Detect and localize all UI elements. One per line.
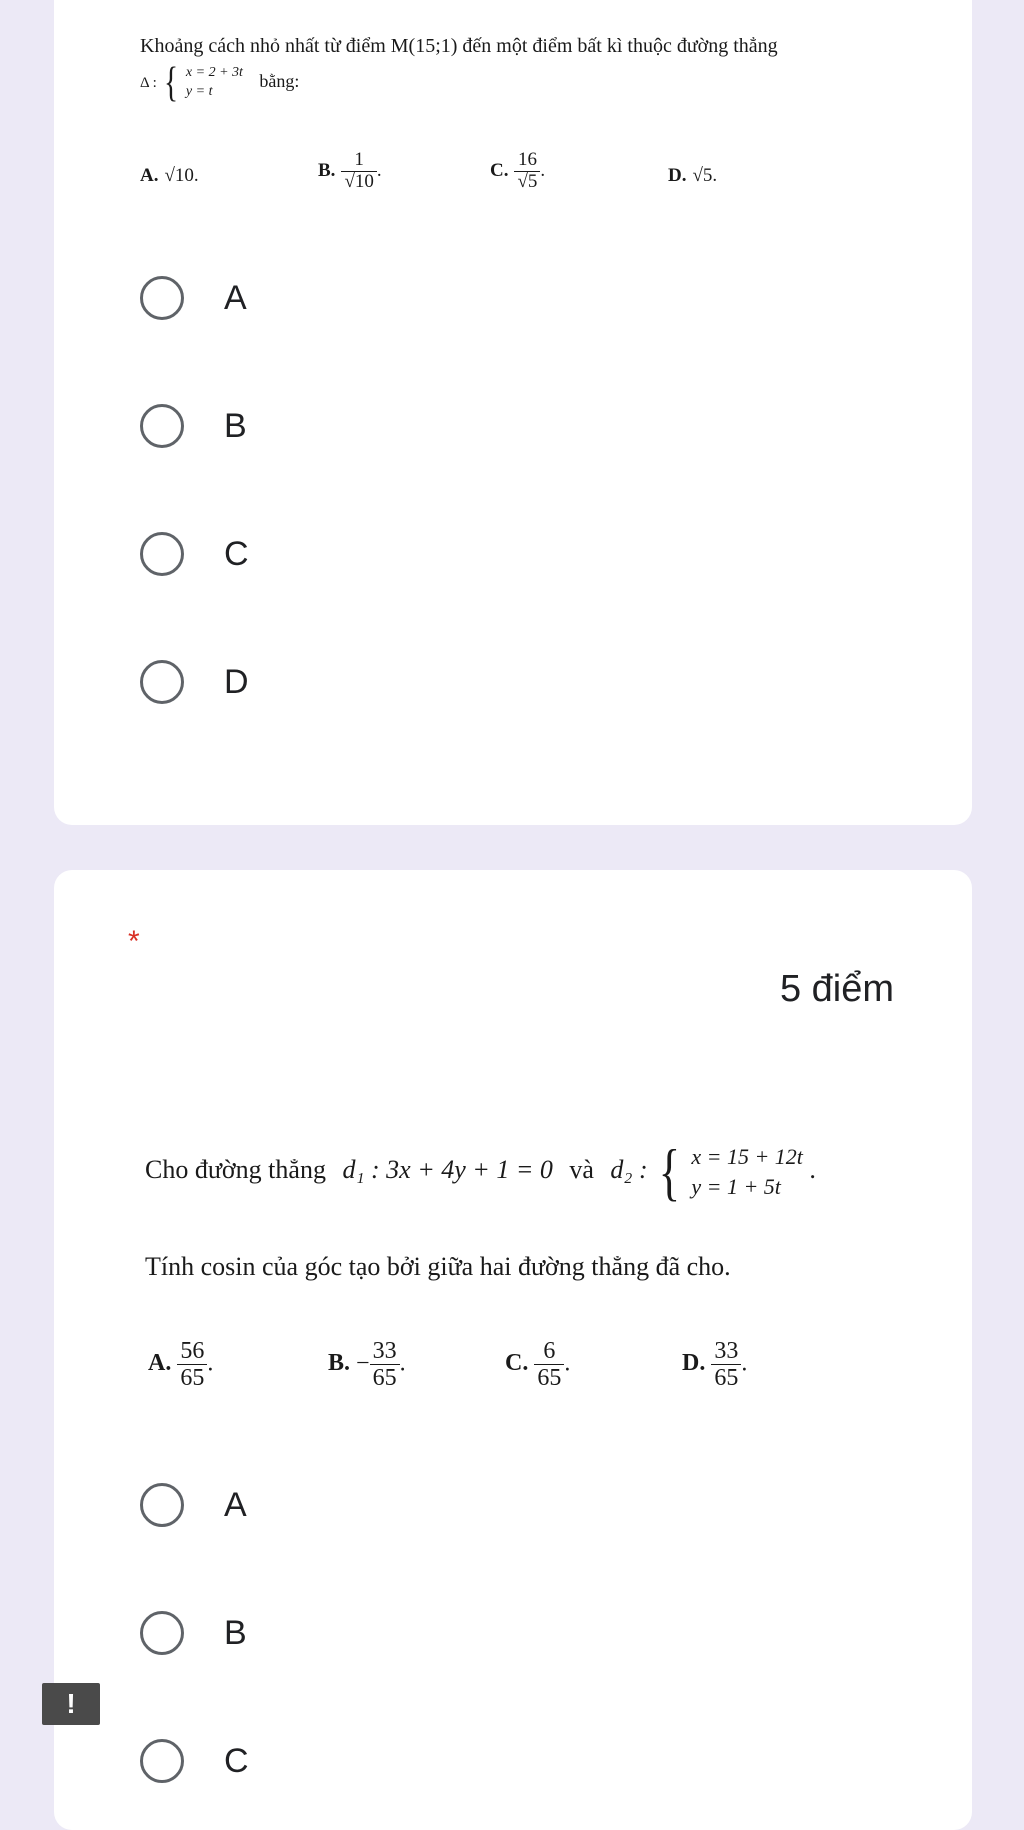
fraction-numerator: 33 — [372, 1338, 397, 1364]
fraction-denominator: √5 — [514, 171, 540, 193]
option-fraction — [177, 1338, 207, 1392]
option-fraction — [514, 150, 540, 193]
fraction-numerator: 16 — [517, 149, 537, 170]
q1-option-d — [668, 165, 717, 187]
question-2-tail: . — [809, 1154, 816, 1184]
option-letter: C. — [505, 1350, 529, 1377]
question-2-prefix: Cho đường thẳng — [145, 1154, 326, 1184]
line-system — [186, 64, 243, 102]
q1-option-a — [140, 165, 199, 187]
choice-label: C — [224, 1741, 249, 1780]
question-1-text: Khoảng cách nhỏ nhất từ điểm M(15;1) đến một điểm bất kì thuộc đường thẳng — [140, 35, 778, 57]
q1-choice-b[interactable] — [140, 401, 247, 451]
question-1-suffix: bằng: — [259, 71, 300, 92]
option-value: √5. — [692, 165, 718, 186]
q1-choice-d[interactable] — [140, 657, 249, 707]
option-tail: . — [564, 1350, 571, 1377]
radio-button[interactable] — [140, 532, 184, 576]
option-letter: A. — [148, 1350, 172, 1377]
system-eq-1: x = 2 + 3t — [185, 65, 243, 81]
question-2-line-2: Tính cosin của góc tạo bởi giữa hai đường thẳng đã cho. — [145, 1252, 731, 1281]
q1-option-b — [318, 150, 382, 193]
option-letter: B. — [328, 1350, 351, 1377]
choice-label: B — [224, 1613, 247, 1652]
radio-button[interactable] — [140, 1483, 184, 1527]
option-fraction — [341, 150, 376, 193]
fraction-denominator: 65 — [177, 1364, 207, 1391]
option-tail: . — [376, 159, 382, 181]
option-tail: . — [207, 1350, 214, 1377]
system-eq-2: y = 1 + 5t — [691, 1174, 781, 1199]
line-d2-label: d₂ : — [610, 1154, 648, 1184]
option-letter: D. — [668, 165, 687, 186]
q2-choice-a[interactable] — [140, 1480, 247, 1530]
option-fraction — [711, 1338, 741, 1392]
radio-button[interactable] — [140, 1739, 184, 1783]
system-eq-2: y = t — [185, 84, 213, 99]
alert-icon[interactable]: ! — [42, 1683, 100, 1725]
q1-choice-c[interactable] — [140, 529, 249, 579]
fraction-numerator: 56 — [180, 1338, 205, 1364]
choice-label: A — [224, 278, 247, 317]
radio-button[interactable] — [140, 404, 184, 448]
radio-button[interactable] — [140, 660, 184, 704]
fraction-numerator: 6 — [543, 1338, 556, 1364]
option-sign: − — [356, 1350, 370, 1377]
option-tail: . — [741, 1350, 748, 1377]
q2-option-c — [505, 1338, 570, 1392]
option-tail: . — [399, 1350, 406, 1377]
option-fraction — [534, 1338, 564, 1392]
choice-label: B — [224, 406, 247, 445]
fraction-denominator: 65 — [534, 1364, 564, 1391]
line-d2-system — [691, 1142, 803, 1201]
option-letter: A. — [140, 165, 159, 186]
question-1-line-system — [140, 62, 299, 104]
delta-label: Δ : — [140, 75, 157, 92]
q1-option-c — [490, 150, 545, 193]
system-eq-1: x = 15 + 12t — [691, 1144, 803, 1170]
q2-option-d — [682, 1338, 747, 1392]
line-d1-equation: d₁ : 3x + 4y + 1 = 0 — [342, 1154, 553, 1184]
fraction-denominator: 65 — [711, 1364, 741, 1391]
q2-choice-b[interactable] — [140, 1608, 247, 1658]
fraction-denominator: √10 — [341, 171, 376, 193]
fraction-denominator: 65 — [370, 1364, 400, 1391]
option-letter: D. — [682, 1350, 706, 1377]
choice-label: D — [224, 662, 249, 701]
required-mark: * — [128, 925, 140, 958]
fraction-numerator: 1 — [354, 149, 364, 170]
choice-label: A — [224, 1485, 247, 1524]
choice-label: C — [224, 534, 249, 573]
q2-choice-c[interactable] — [140, 1736, 249, 1786]
q2-option-b — [328, 1338, 406, 1392]
q2-option-a — [148, 1338, 213, 1392]
conjunction-and: và — [569, 1154, 594, 1184]
radio-button[interactable] — [140, 276, 184, 320]
brace-icon: { — [658, 1136, 681, 1207]
radio-button[interactable] — [140, 1611, 184, 1655]
brace-icon: { — [164, 60, 179, 106]
option-fraction — [370, 1338, 400, 1392]
option-value: √10. — [164, 165, 199, 186]
option-letter: C. — [490, 159, 509, 181]
question-2-line-1 — [145, 1136, 816, 1207]
q1-choice-a[interactable] — [140, 273, 247, 323]
points-label: 5 điểm — [779, 968, 894, 1010]
option-tail: . — [540, 159, 546, 181]
option-letter: B. — [318, 159, 336, 181]
fraction-numerator: 33 — [714, 1338, 739, 1364]
